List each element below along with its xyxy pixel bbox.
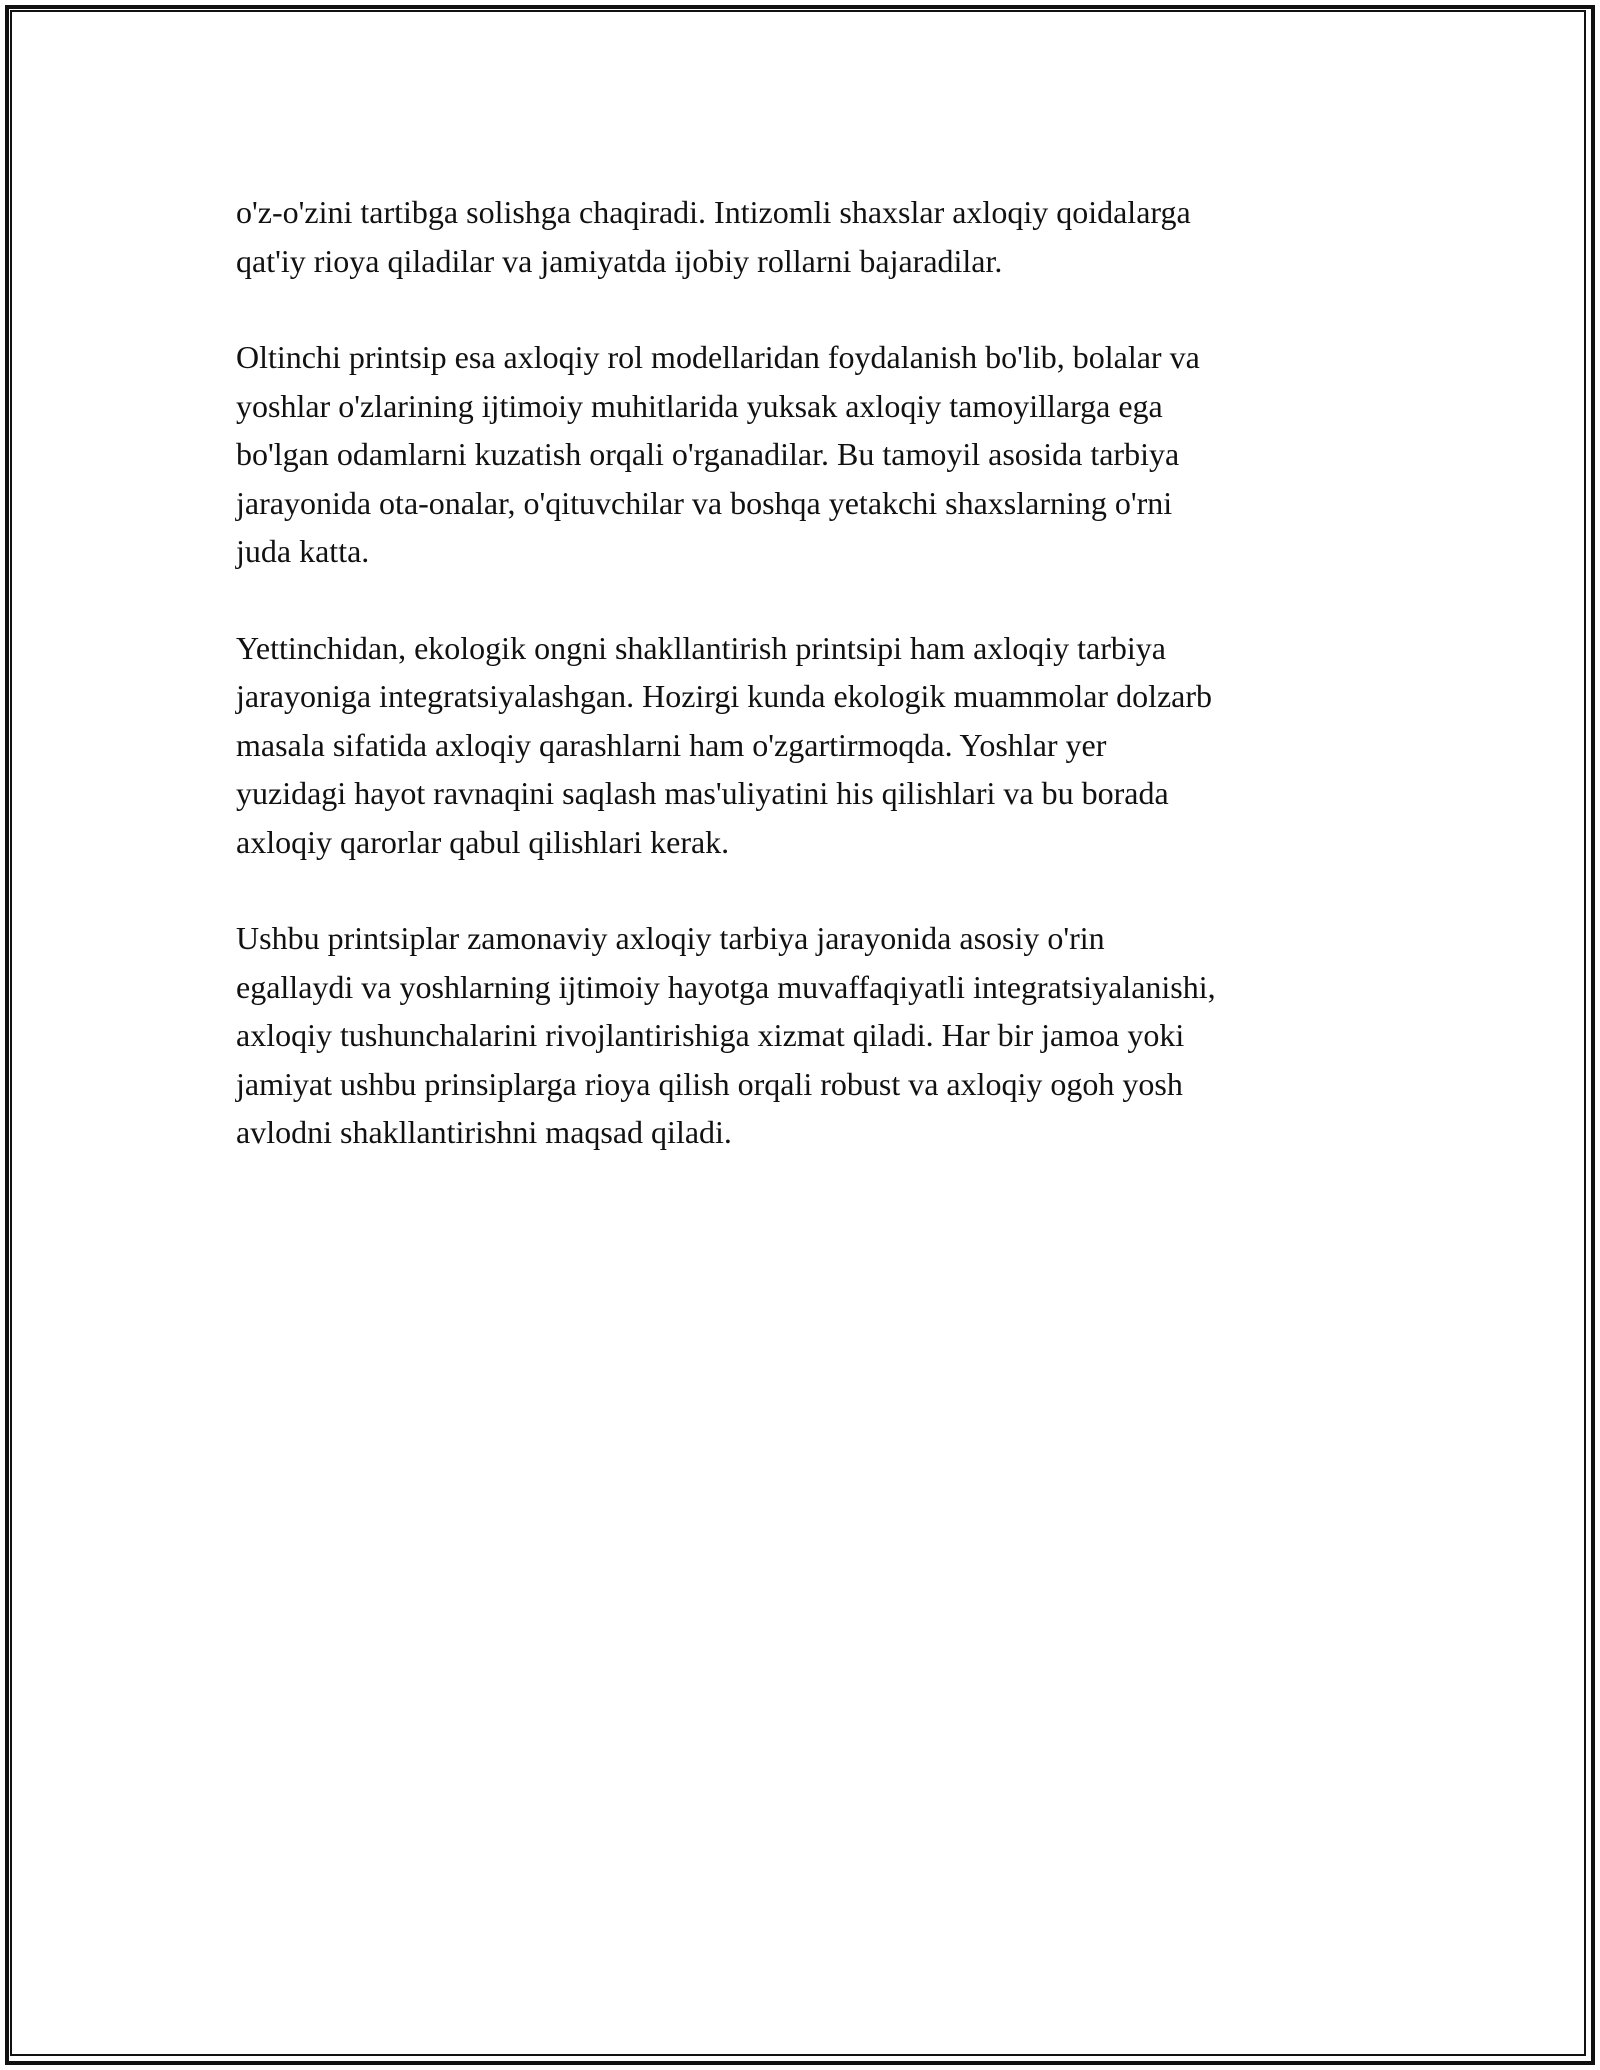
paragraph-3: Yettinchidan, ekologik ongni shakllantirish printsipi ham axloqiy tarbiya jarayoniga integratsiyalashgan. Hozirgi kunda ekologik muammolar dolzarb masala sifatida axloqiy qarashlarni ham o'zgartirmoqda. Yoshlar yer yuzidagi hayot ravnaqini saqlash mas'uliyatini his qilishlari va bu borada axloqiy qarorlar qabul qilishlari kerak.: [236, 629, 1213, 860]
paragraph-4: Ushbu printsiplar zamonaviy axloqiy tarbiya jarayonida asosiy o'rin egallaydi va yoshlarning ijtimoiy hayotga muvaffaqiyatli integratsiyalanishi, axloqiy tushunchalarini rivojlantirishiga xizmat qiladi. Har bir jamoa yoki jamiyat ushbu prinsiplarga rioya qilish orqali robust va axloqiy ogoh yosh avlodni shakllantirishni maqsad qiladi.: [236, 920, 1216, 1150]
paragraph-1: o'z-o'zini tartibga solishga chaqiradi. Intizomli shaxslar axloqiy qoidalarga qat'iy rioya qiladilar va jamiyatda ijobiy rollarni bajaradilar.: [236, 194, 1191, 279]
paragraph-2: Oltinchi printsip esa axloqiy rol modellaridan foydalanish bo'lib, bolalar va yoshlar o'zlarining ijtimoiy muhitlarida yuksak axloqiy tamoyillarga ega bo'lgan odamlarni kuzatish orqali o'rganadilar. Bu tamoyil asosida tarbiya jarayonida ota-onalar, o'qituvchilar va boshqa yetakchi shaxslarning o'rni juda katta.: [236, 339, 1200, 569]
document-body: [236, 188, 1366, 1205]
